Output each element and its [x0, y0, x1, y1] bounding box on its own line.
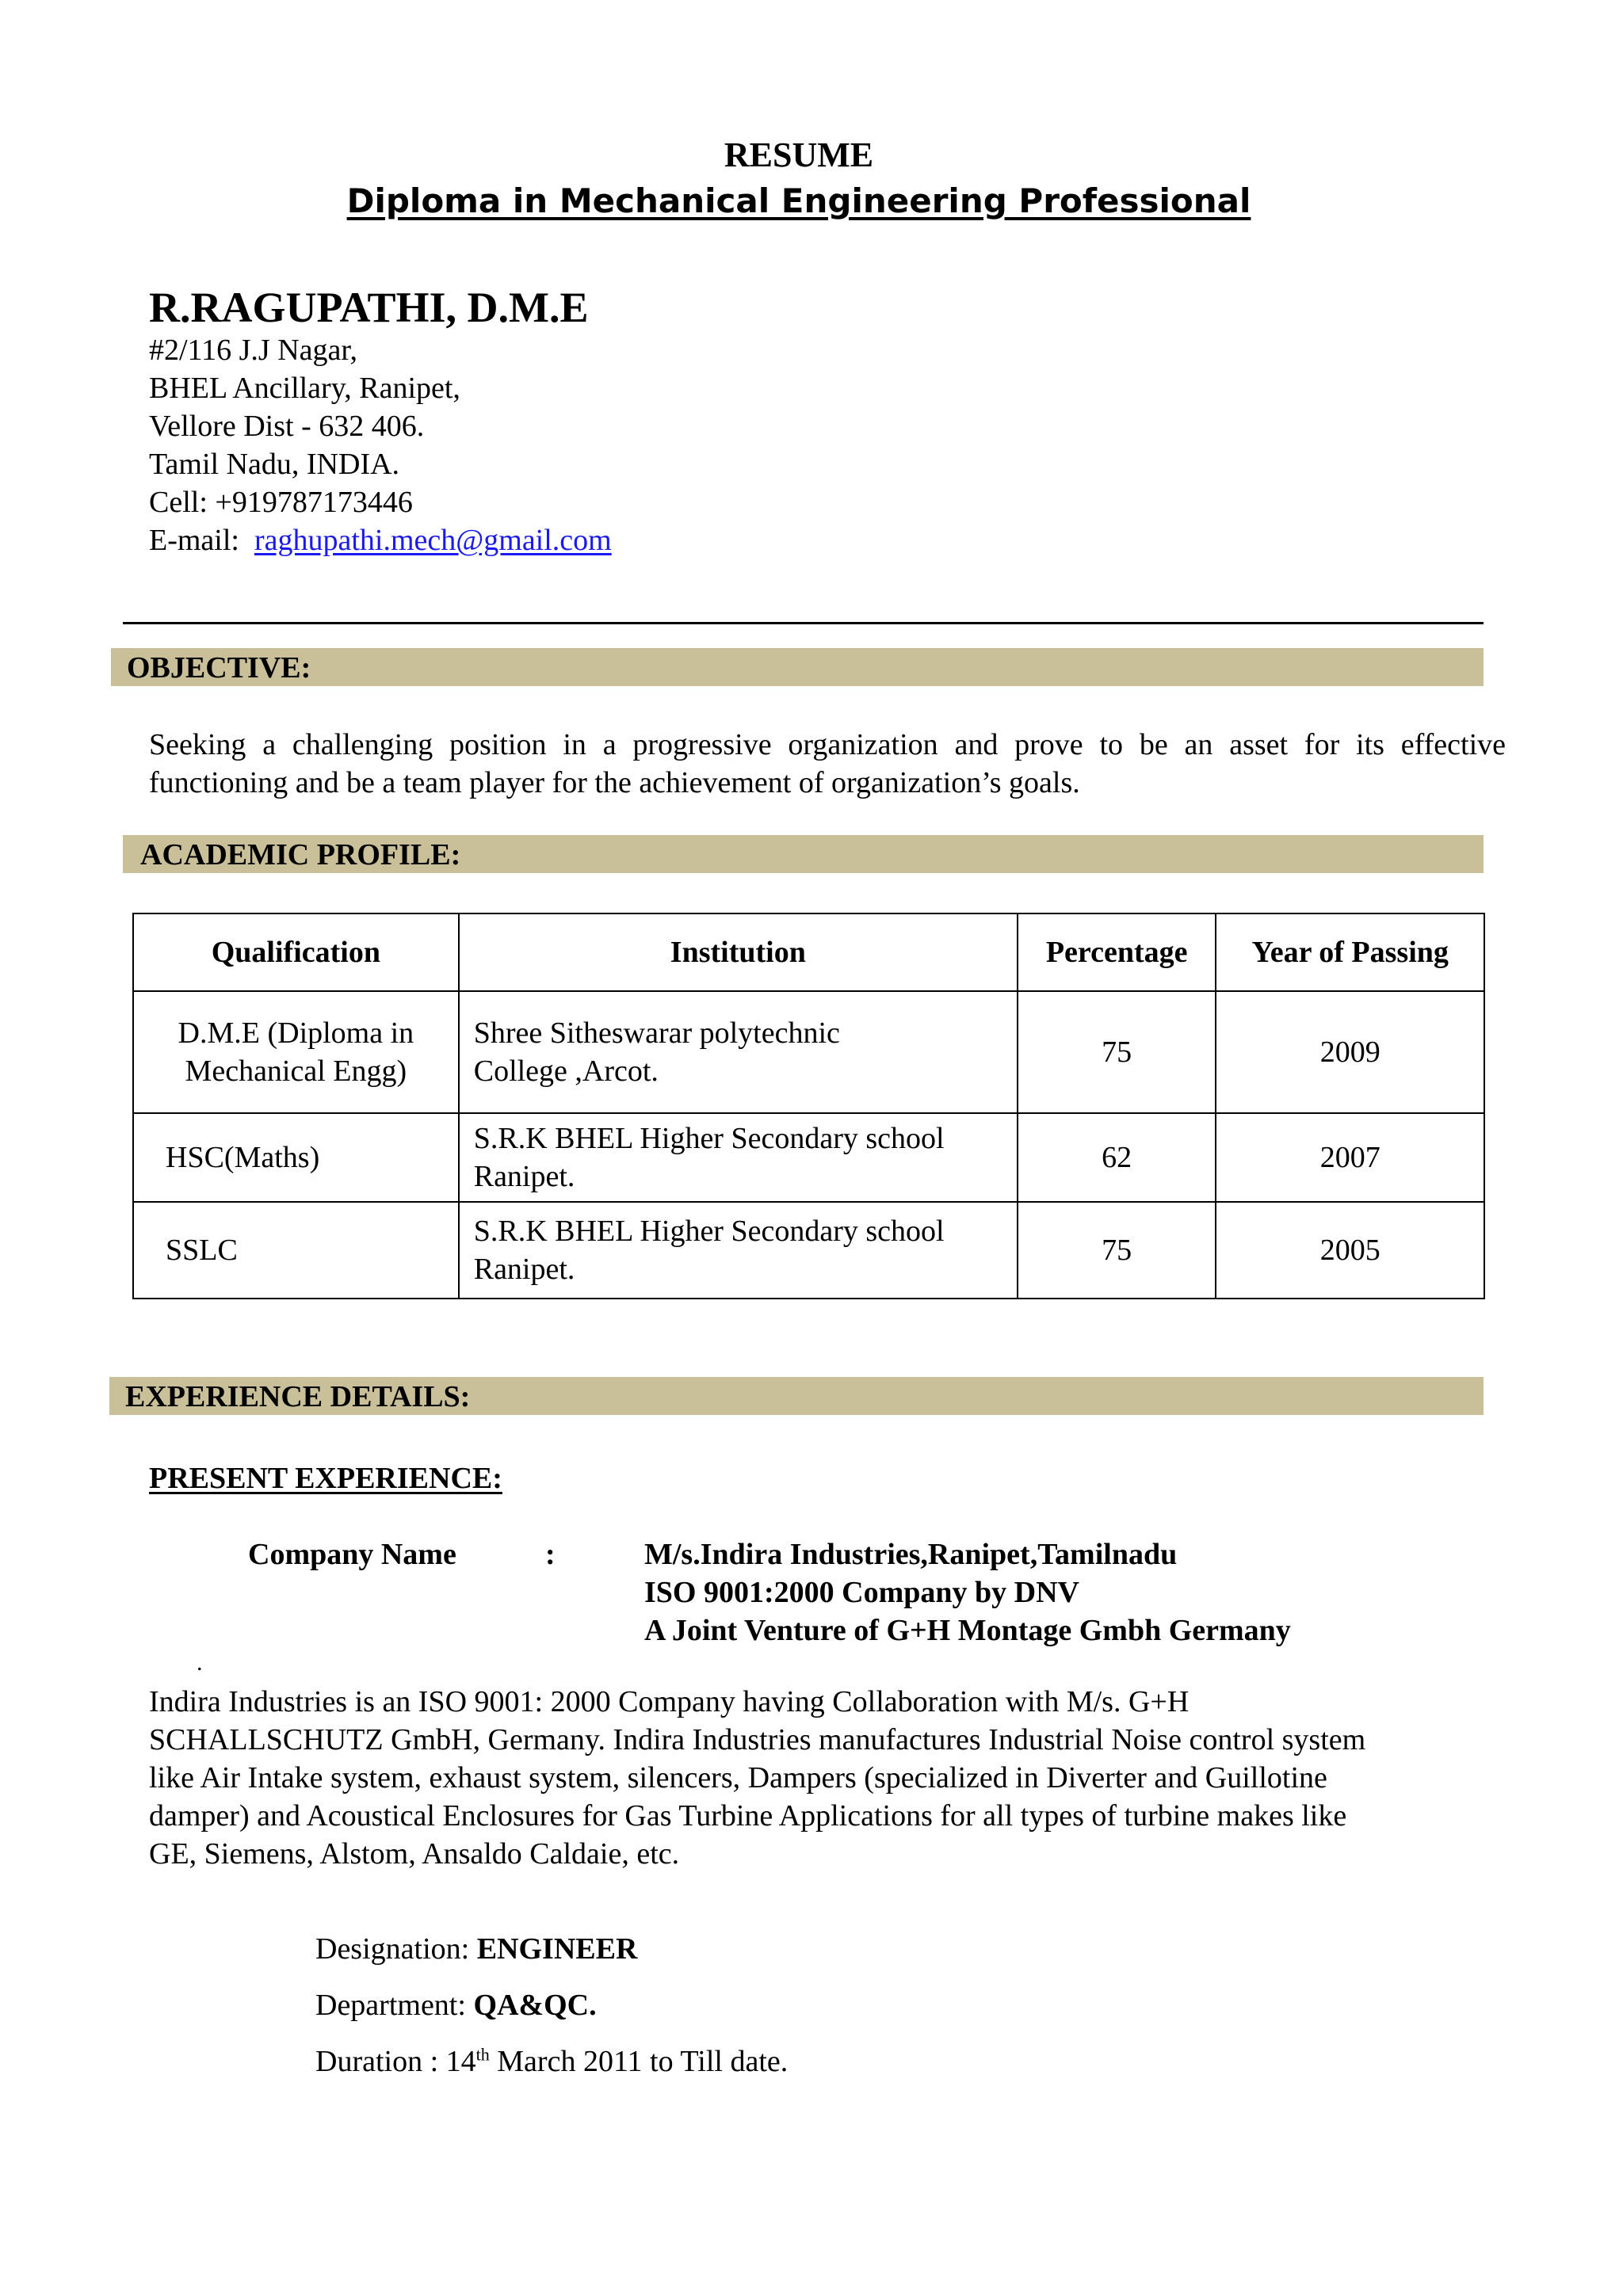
stray-dot: .: [197, 1650, 203, 1676]
institution-line: S.R.K BHEL Higher Secondary school: [473, 1215, 945, 1248]
table-row: [133, 991, 1484, 1113]
designation-row: [315, 1930, 637, 1968]
column-header-qualification: Qualification: [133, 913, 459, 991]
document-title: RESUME: [724, 135, 874, 174]
objective-heading: OBJECTIVE:: [111, 648, 1484, 686]
qualification-line: Mechanical Engg): [185, 1055, 407, 1088]
address-line-4: Tamil Nadu, INDIA.: [149, 448, 400, 481]
company-description-line-4: damper) and Acoustical Enclosures for Gas Turbine Applications for all types of turbine makes like: [149, 1799, 1347, 1833]
column-header-year: Year of Passing: [1216, 913, 1484, 991]
candidate-name: R.RAGUPATHI, D.M.E: [149, 284, 589, 331]
institution-line: Ranipet.: [473, 1160, 575, 1193]
cell-qualification: SSLC: [133, 1202, 459, 1299]
designation-label: Designation:: [315, 1932, 477, 1966]
company-line-1: M/s.Indira Industries,Ranipet,Tamilnadu: [644, 1538, 1178, 1571]
header-divider: [123, 622, 1484, 624]
company-line-3: A Joint Venture of G+H Montage Gmbh Germany: [644, 1614, 1291, 1647]
column-header-percentage: Percentage: [1018, 913, 1216, 991]
present-experience-heading: PRESENT EXPERIENCE:: [149, 1462, 502, 1495]
company-description-line-2: SCHALLSCHUTZ GmbH, Germany. Indira Industries manufactures Industrial Noise control system: [149, 1723, 1366, 1756]
department-value: QA&QC.: [473, 1989, 597, 2022]
email-row: [149, 521, 612, 559]
department-row: [315, 1986, 597, 2024]
email-label: E-mail:: [149, 524, 239, 557]
institution-line: Shree Sitheswarar polytechnic: [473, 1016, 840, 1050]
address-line-2: BHEL Ancillary, Ranipet,: [149, 372, 460, 405]
table-header-row: [133, 913, 1484, 991]
cell-number: Cell: +919787173446: [149, 486, 413, 519]
institution-line: S.R.K BHEL Higher Secondary school: [473, 1122, 945, 1155]
duration-row: [315, 2042, 788, 2081]
experience-heading: EXPERIENCE DETAILS:: [109, 1377, 1484, 1415]
company-name-label: Company Name: [248, 1538, 456, 1571]
cell-percentage: 62: [1018, 1113, 1216, 1202]
duration-value: March 2011 to Till date.: [489, 2045, 789, 2078]
academic-heading: ACADEMIC PROFILE:: [123, 835, 1484, 873]
table-row: [133, 1202, 1484, 1299]
cell-percentage: 75: [1018, 1202, 1216, 1299]
address-line-1: #2/116 J.J Nagar,: [149, 334, 358, 367]
column-header-institution: Institution: [459, 913, 1018, 991]
institution-line: Ranipet.: [473, 1253, 575, 1286]
company-description-line-5: GE, Siemens, Alstom, Ansaldo Caldaie, etc.: [149, 1837, 680, 1871]
cell-qualification: HSC(Maths): [133, 1113, 459, 1202]
cell-institution: [459, 991, 1018, 1113]
document-subtitle: Diploma in Mechanical Engineering Professional: [346, 181, 1251, 220]
institution-line: College ,Arcot.: [473, 1055, 659, 1088]
cell-year: 2009: [1216, 991, 1484, 1113]
company-description-line-3: like Air Intake system, exhaust system, silencers, Dampers (specialized in Diverter and Guillotine: [149, 1761, 1327, 1794]
cell-institution: [459, 1113, 1018, 1202]
company-line-2: ISO 9001:2000 Company by DNV: [644, 1576, 1079, 1609]
company-description-line-1: Indira Industries is an ISO 9001: 2000 Company having Collaboration with M/s. G+H: [149, 1685, 1190, 1718]
cell-year: 2007: [1216, 1113, 1484, 1202]
company-colon: :: [545, 1538, 556, 1571]
academic-table: [132, 913, 1485, 1299]
cell-percentage: 75: [1018, 991, 1216, 1113]
duration-superscript: th: [475, 2044, 490, 2065]
designation-value: ENGINEER: [476, 1932, 638, 1966]
company-details: [644, 1535, 1291, 1650]
objective-text: Seeking a challenging position in a progressive organization and prove to be an asset for its effective functioning and be a team player for the achievement of organization’s goals.: [149, 728, 1506, 799]
duration-label: Duration : 14: [315, 2045, 476, 2078]
cell-institution: [459, 1202, 1018, 1299]
table-row: [133, 1113, 1484, 1202]
cell-qualification: [133, 991, 459, 1113]
address-line-3: Vellore Dist - 632 406.: [149, 410, 425, 443]
department-label: Department:: [315, 1989, 474, 2022]
qualification-line: D.M.E (Diploma in: [178, 1016, 414, 1050]
cell-year: 2005: [1216, 1202, 1484, 1299]
email-link[interactable]: raghupathi.mech@gmail.com: [254, 524, 612, 557]
